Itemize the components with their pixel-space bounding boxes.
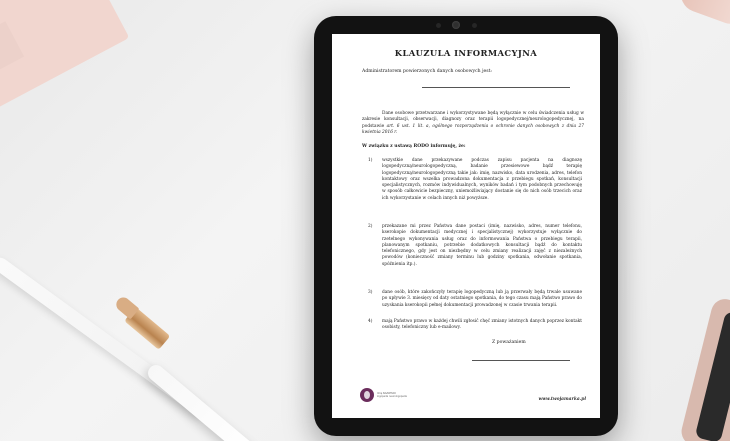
list-item-text: wszystkie dane przekazywane podczas zapisu pacjenta na diagnozę logopedyczną/neurologopedyczną, badanie przesiewowe bądź terapię logopedyczną/neurologopedyczną takie jak: imię, nazwisko, data urodzenia, adres, telefon kontaktowy oraz wszelka prowadzona dokumentacja z przebiegu spotkań, konsultacji specjalistycznych, rozmów indywidualnych, wyników badań i tym podobnych przechowuję w sposób całkowicie bezpieczny, uniemożliwiający dostanie się do nich osób trzecich oraz ich wykorzystanie w celach innych niż powyższe. bbox=[382, 158, 582, 201]
list-item-number: 1) bbox=[368, 158, 373, 163]
list-item-number: 4) bbox=[368, 319, 373, 324]
signature-line bbox=[472, 360, 570, 361]
tablet-camera-icon bbox=[452, 21, 460, 29]
logo-subname: logopeda neurologopeda bbox=[377, 395, 407, 398]
intro-legal-reference: art. 6 ust. 1 lit. a, ogólnego rozporządzenia o ochronie danych osobowych z dnia 27 kwietnia 2016 r. bbox=[362, 123, 584, 135]
logo-caption bbox=[377, 392, 417, 398]
list-item-number: 3) bbox=[368, 290, 373, 295]
logo-icon bbox=[360, 388, 374, 402]
gold-pen-body bbox=[145, 362, 324, 441]
regards-text: Z poważaniem bbox=[492, 340, 526, 345]
website-link: www.twojamarka.pl bbox=[538, 397, 586, 402]
document-page bbox=[332, 34, 600, 418]
rodo-heading: W związku z ustawą RODO informuję, że: bbox=[362, 144, 466, 149]
fill-in-line bbox=[422, 87, 570, 88]
logo-name: Imię NAZWISKO bbox=[377, 392, 396, 395]
admin-line: Administratorem powierzonych danych osobowych jest: bbox=[362, 69, 492, 74]
intro-paragraph bbox=[362, 111, 584, 136]
list-item-text: mają Państwo prawo w każdej chwili zgłosić chęć zmiany istotnych danych poprzez kontakt osobisty, telefoniczny lub e-mailowy. bbox=[382, 319, 582, 331]
tablet-screen bbox=[332, 34, 600, 418]
tablet-sensor-icon bbox=[436, 23, 441, 28]
list-item-text: dane osób, które zakończyły terapię logopedyczną lub ją przerwały będą trwale usuwane po upływie 3. miesięcy od daty ostatniego spotkania, do tego czasu mają Państwo prawo do uzyskania kserokopii pełnej dokumentacji prowadzonej w czasie trwania terapii. bbox=[382, 290, 582, 308]
list-item-text: przekazane mi przez Państwa dane postaci (imię, nazwisko, adres, numer telefonu, kserokopie dokumentacji medycznej i specjalistycznej) wykorzystuje wyłącznie do rzetelnego wykonywania usług oraz do informowania Państwa o przebiegu terapii, planowanym spotkaniu, potrzebie dodatkowych konsultacji bądź do kontaktu telefonicznego, gdy jest on niezbędny w celu zmiany realizacji zajęć z niezależnych powodów (konieczność zmiany terminu lub godziny spotkania, odwołanie spotkania, spóźnienia itp.). bbox=[382, 224, 582, 267]
tablet bbox=[314, 16, 618, 436]
rose-gold-object bbox=[676, 0, 730, 29]
document-title: KLAUZULA INFORMACYJNA bbox=[394, 48, 538, 58]
list-item-number: 2) bbox=[368, 224, 373, 229]
tablet-sensor-icon bbox=[472, 23, 477, 28]
intro-text: Dane osobowe przetwarzane i wykorzystywane będą wyłącznie w celu świadczenia usług w zakresie konsultacji, obserwacji, diagnozy oraz terapii logopedycznej/neurologopedycznej, na podstawie bbox=[362, 111, 584, 129]
